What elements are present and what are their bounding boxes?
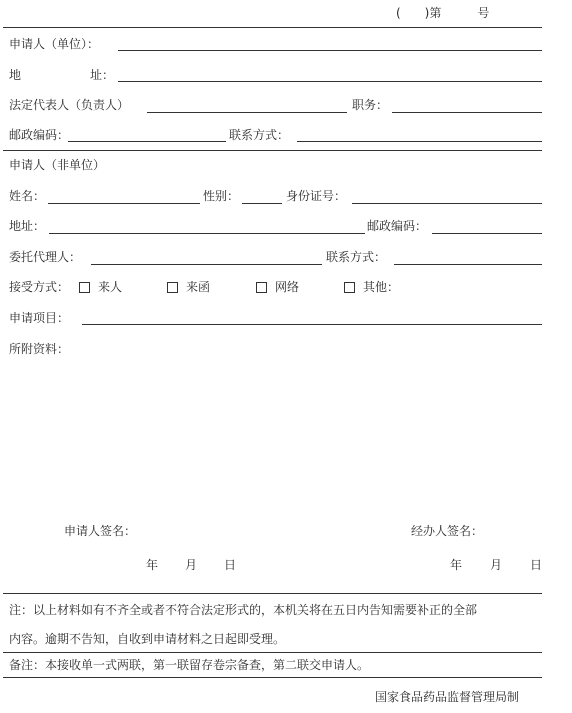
form-number: ( )第 号 (396, 6, 490, 20)
applicant-date-day: 日 (224, 558, 237, 572)
individual-section-label: 申请人（非单位） (9, 158, 106, 172)
gender-field[interactable] (242, 203, 282, 204)
name-field[interactable] (48, 203, 200, 204)
individual-address-label: 地址： (9, 219, 46, 233)
address-label-part2: 址： (90, 68, 115, 82)
unit-postcode-field[interactable] (68, 141, 226, 142)
individual-address-field[interactable] (49, 233, 365, 234)
applicant-date-month: 月 (185, 558, 198, 572)
attachments-area[interactable] (9, 360, 542, 510)
unit-contact-field[interactable] (297, 141, 542, 142)
gender-label: 性别： (203, 189, 240, 203)
option-other: 其他： (363, 280, 400, 294)
unit-applicant-label: 申请人（单位）： (9, 37, 100, 51)
unit-address-field[interactable] (118, 81, 542, 82)
position-field[interactable] (392, 112, 542, 113)
applicant-date-year: 年 (146, 558, 159, 572)
divider-notes (3, 652, 542, 653)
applicant-signature-label: 申请人签名： (64, 524, 137, 538)
individual-postcode-field[interactable] (432, 233, 542, 234)
handler-signature-label: 经办人签名： (411, 524, 484, 538)
individual-contact-label: 联系方式： (326, 250, 387, 264)
remark: 备注：本接收单一式两联，第一联留存卷宗备查，第二联交申请人。 (9, 658, 370, 672)
unit-applicant-field[interactable] (118, 50, 542, 51)
address-label-part1: 地 (9, 68, 22, 82)
option-in-person: 来人 (98, 280, 123, 294)
agent-label: 委托代理人： (9, 250, 82, 264)
handler-date-day: 日 (530, 558, 543, 572)
option-by-letter: 来函 (186, 280, 211, 294)
legal-rep-label: 法定代表人（负责人） (9, 98, 130, 112)
name-label: 姓名： (9, 189, 46, 203)
unit-postcode-label: 邮政编码： (9, 128, 70, 142)
id-number-field[interactable] (352, 203, 542, 204)
divider-signatures (3, 593, 542, 594)
attachments-label: 所附资料： (9, 342, 70, 356)
checkbox-in-person[interactable] (79, 282, 90, 293)
note-line-1: 注：以上材料如有不齐全或者不符合法定形式的，本机关将在五日内告知需要补正的全部 (9, 603, 478, 617)
individual-postcode-label: 邮政编码： (367, 219, 428, 233)
option-online: 网络 (275, 280, 300, 294)
id-number-label: 身份证号： (286, 189, 347, 203)
handler-date-month: 月 (490, 558, 503, 572)
checkbox-by-letter[interactable] (167, 282, 178, 293)
divider-unit (3, 150, 542, 151)
checkbox-online[interactable] (256, 282, 267, 293)
checkbox-other[interactable] (344, 282, 355, 293)
divider-top (3, 27, 542, 28)
agent-field[interactable] (91, 264, 322, 265)
application-item-field[interactable] (82, 324, 542, 325)
application-item-label: 申请项目： (9, 311, 70, 325)
note-line-2: 内容。逾期不告知，自收到申请材料之日起即受理。 (9, 632, 286, 646)
individual-contact-field[interactable] (394, 264, 542, 265)
receive-method-label: 接受方式： (9, 280, 70, 294)
unit-contact-label: 联系方式： (229, 128, 290, 142)
issuer-footer: 国家食品药品监督管理局制 (375, 690, 520, 704)
position-label: 职务： (352, 98, 389, 112)
divider-remark (3, 677, 542, 678)
handler-date-year: 年 (450, 558, 463, 572)
legal-rep-field[interactable] (147, 112, 347, 113)
